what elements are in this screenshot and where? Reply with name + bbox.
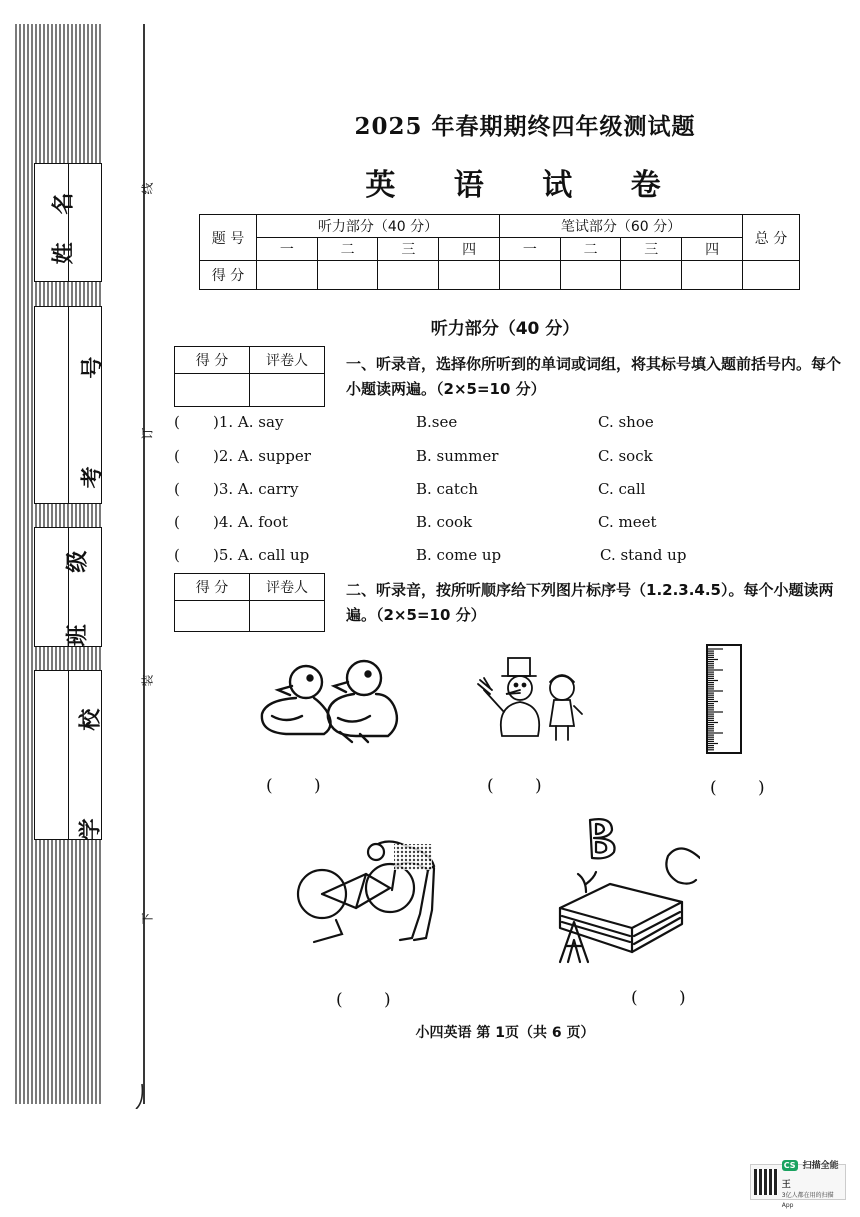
grader-name-label: 评卷人 — [250, 347, 325, 374]
option-b: B.see — [416, 413, 458, 431]
cut-mark-ding: 订 — [140, 427, 155, 440]
name-label: 姓 名 — [51, 182, 77, 265]
snowman-picture — [470, 654, 592, 746]
grader-box-part1 — [174, 346, 325, 407]
picture-answer-paren-2[interactable]: ( ) — [487, 776, 560, 796]
grader-box-part2 — [174, 573, 325, 632]
option-a: )2. A. supper — [213, 447, 311, 465]
exam-title: 2025 年春期期终四年级测试题 — [354, 113, 696, 140]
scanner-tagline: 3亿人都在用的扫描App — [781, 1192, 834, 1209]
score-cell[interactable] — [682, 261, 743, 290]
exam-number-label: 考 号 — [80, 316, 106, 489]
scanner-watermark — [750, 1161, 846, 1209]
option-a: )4. A. foot — [213, 513, 288, 531]
option-a: )1. A. say — [213, 413, 284, 431]
grader-name-label: 评卷人 — [250, 574, 325, 601]
col-header: 二 — [317, 238, 378, 261]
bicycle-picture — [296, 830, 442, 950]
qr-code-icon — [754, 1169, 778, 1195]
answer-paren[interactable]: ( — [174, 480, 180, 498]
answer-paren[interactable]: ( — [174, 513, 180, 531]
col-header: 三 — [621, 238, 682, 261]
answer-paren[interactable]: ( — [174, 447, 180, 465]
score-table — [199, 214, 800, 290]
class-label: 班 级 — [65, 528, 91, 647]
picture-answer-paren-3[interactable]: ( ) — [710, 778, 783, 798]
ducks-picture — [256, 654, 406, 744]
option-b: B. catch — [416, 480, 478, 498]
grader-score-label: 得 分 — [175, 574, 250, 601]
item-label: 题 号 — [200, 215, 257, 261]
col-header: 三 — [378, 238, 439, 261]
listening-section-heading: 听力部分（40 分） — [430, 319, 580, 339]
scanner-name: 扫描全能王 — [781, 1161, 839, 1190]
option-c: C. meet — [598, 513, 657, 531]
cut-mark-xia: 下 — [140, 912, 155, 925]
cut-mark-xian: 线 — [140, 182, 155, 195]
ruler-picture — [703, 643, 745, 755]
col-header: 四 — [439, 238, 500, 261]
writing-group-header: 笔试部分（60 分） — [499, 215, 742, 238]
cut-mark-zhuang: 装 — [140, 674, 155, 687]
score-cell[interactable] — [560, 261, 621, 290]
listening-group-header: 听力部分（40 分） — [257, 215, 500, 238]
grader-name-cell[interactable] — [250, 601, 325, 632]
col-header: 一 — [499, 238, 560, 261]
option-a: )3. A. carry — [213, 480, 299, 498]
option-c: C. call — [598, 480, 646, 498]
picture-answer-paren-1[interactable]: ( ) — [266, 776, 339, 796]
col-header: 四 — [682, 238, 743, 261]
option-a: )5. A. call up — [213, 546, 310, 564]
option-c: C. sock — [598, 447, 653, 465]
option-b: B. come up — [416, 546, 502, 564]
score-cell[interactable] — [499, 261, 560, 290]
picture-answer-paren-4[interactable]: ( ) — [336, 990, 409, 1010]
score-cell[interactable] — [257, 261, 318, 290]
grader-score-cell[interactable] — [175, 374, 250, 407]
col-header: 一 — [257, 238, 318, 261]
col-header: 二 — [560, 238, 621, 261]
grader-score-cell[interactable] — [175, 601, 250, 632]
part2-instruction: 二、听录音，按所听顺序给下列图片标序号（1.2.3.4.5）。每个小题读两遍。（2×5=10 分） — [346, 581, 834, 624]
score-cell[interactable] — [621, 261, 682, 290]
school-box[interactable] — [34, 670, 102, 840]
option-c: C. shoe — [598, 413, 654, 431]
option-b: B. summer — [416, 447, 499, 465]
school-label: 学 校 — [78, 668, 104, 841]
exam-subtitle: 英 语 试 卷 — [365, 168, 685, 203]
scanner-badge: CS — [783, 1161, 796, 1170]
grader-name-cell[interactable] — [250, 374, 325, 407]
class-box[interactable] — [34, 527, 102, 647]
score-cell[interactable] — [378, 261, 439, 290]
option-b: B. cook — [416, 513, 473, 531]
page-footer: 小四英语 第 1页（共 6 页） — [415, 1025, 595, 1041]
abc-book-picture — [552, 812, 700, 964]
total-label: 总 分 — [743, 215, 800, 261]
answer-paren[interactable]: ( — [174, 413, 180, 431]
option-c: C. stand up — [600, 546, 687, 564]
grader-score-label: 得 分 — [175, 347, 250, 374]
total-score-cell[interactable] — [743, 261, 800, 290]
score-row-label: 得 分 — [200, 261, 257, 290]
picture-answer-paren-5[interactable]: ( ) — [631, 988, 704, 1008]
score-cell[interactable] — [317, 261, 378, 290]
answer-paren[interactable]: ( — [174, 546, 180, 564]
part1-instruction: 一、听录音，选择你所听到的单词或词组，将其标号填入题前括号内。每个小题读两遍。（2×5=10 分） — [346, 355, 842, 398]
score-cell[interactable] — [439, 261, 500, 290]
